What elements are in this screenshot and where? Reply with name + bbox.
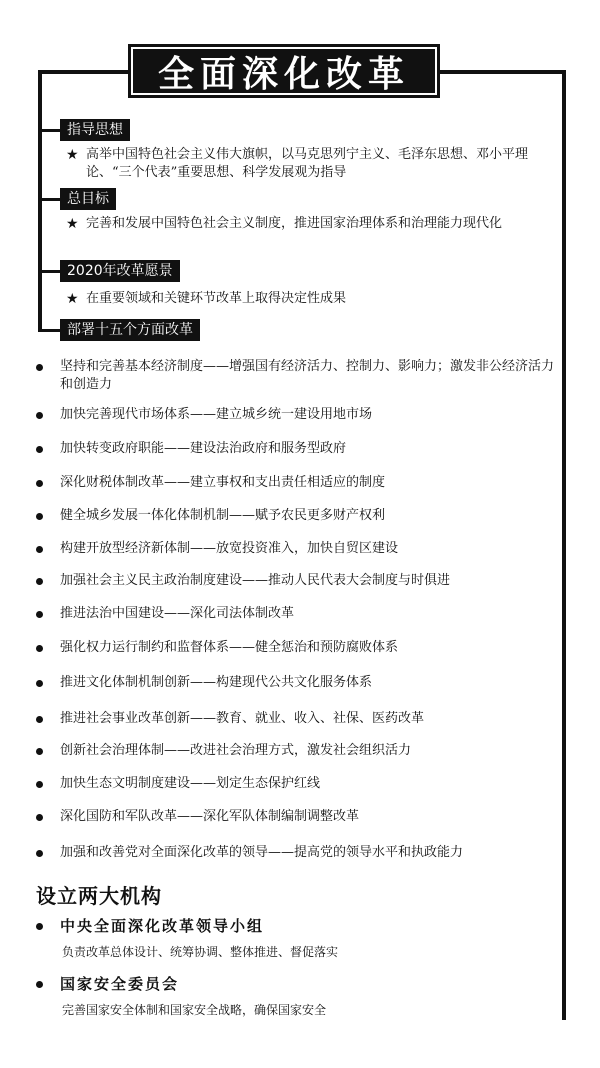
bullet-icon	[36, 364, 43, 371]
list-item: 推进法治中国建设——深化司法体制改革	[36, 605, 556, 623]
frame-left-line	[38, 70, 42, 332]
institution-name: 中央全面深化改革领导小组	[36, 916, 556, 936]
bullet-icon	[36, 645, 43, 652]
section-connector	[38, 270, 62, 273]
section-item: ★ 高举中国特色社会主义伟大旗帜，以马克思列宁主义、毛泽东思想、邓小平理论、“三个代表”重要思想、科学发展观为指导	[66, 147, 529, 180]
bullet-icon	[36, 814, 43, 821]
star-icon: ★	[66, 147, 79, 163]
page-title: 全面深化改革	[128, 44, 440, 98]
list-item: 坚持和完善基本经济制度——增强国有经济活力、控制力、影响力；激发非公经济活力和创造力	[36, 358, 556, 394]
list-item: 构建开放型经济新体制——放宽投资准入，加快自贸区建设	[36, 540, 556, 558]
bullet-icon	[36, 480, 43, 487]
bullet-icon	[36, 716, 43, 723]
list-item: 加快生态文明制度建设——划定生态保护红线	[36, 775, 556, 793]
section-item: ★ 在重要领域和关键环节改革上取得决定性成果	[66, 291, 347, 307]
star-icon: ★	[66, 216, 79, 232]
section-label-fifteen-reforms: 部署十五个方面改革	[60, 319, 200, 341]
list-item: 推进文化体制机制创新——构建现代公共文化服务体系	[36, 674, 556, 692]
list-item: 创新社会治理体制——改进社会治理方式，激发社会组织活力	[36, 742, 556, 760]
list-item: 加强社会主义民主政治制度建设——推动人民代表大会制度与时俱进	[36, 572, 556, 590]
list-item: 加快完善现代市场体系——建立城乡统一建设用地市场	[36, 406, 556, 424]
list-item: 深化财税体制改革——建立事权和支出责任相适应的制度	[36, 474, 556, 492]
section-connector	[38, 329, 62, 332]
bullet-icon	[36, 850, 43, 857]
frame-top-right-line	[438, 70, 566, 74]
list-item: 加快转变政府职能——建设法治政府和服务型政府	[36, 440, 556, 458]
institution-item	[36, 974, 556, 1018]
section-label-2020-vision: 2020年改革愿景	[60, 260, 180, 282]
frame-top-left-line	[38, 70, 130, 74]
bullet-icon	[36, 748, 43, 755]
section-label-overall-goal: 总目标	[60, 188, 116, 210]
bullet-icon	[36, 680, 43, 687]
bullet-icon	[36, 781, 43, 788]
institution-item	[36, 916, 556, 960]
list-item: 加强和改善党对全面深化改革的领导——提高党的领导水平和执政能力	[36, 844, 556, 862]
institution-name: 国家安全委员会	[36, 974, 556, 994]
institution-desc: 完善国家安全体制和国家安全战略，确保国家安全	[62, 1003, 327, 1017]
list-item: 推进社会事业改革创新——教育、就业、收入、社保、医药改革	[36, 710, 556, 728]
frame-right-line	[562, 70, 566, 1020]
list-item: 健全城乡发展一体化体制机制——赋予农民更多财产权利	[36, 507, 556, 525]
institutions-heading: 设立两大机构	[36, 884, 162, 908]
section-item: ★ 完善和发展中国特色社会主义制度，推进国家治理体系和治理能力现代化	[66, 216, 503, 232]
section-connector	[38, 129, 62, 132]
star-icon: ★	[66, 291, 79, 307]
list-item: 强化权力运行制约和监督体系——健全惩治和预防腐败体系	[36, 639, 556, 657]
bullet-icon	[36, 611, 43, 618]
bullet-icon	[36, 578, 43, 585]
bullet-icon	[36, 981, 43, 988]
bullet-icon	[36, 513, 43, 520]
list-item: 深化国防和军队改革——深化军队体制编制调整改革	[36, 808, 556, 826]
section-connector	[38, 198, 62, 201]
bullet-icon	[36, 546, 43, 553]
section-label-guiding-thought: 指导思想	[60, 119, 130, 141]
bullet-icon	[36, 446, 43, 453]
bullet-icon	[36, 412, 43, 419]
bullet-icon	[36, 923, 43, 930]
institution-desc: 负责改革总体设计、统筹协调、整体推进、督促落实	[62, 945, 339, 959]
